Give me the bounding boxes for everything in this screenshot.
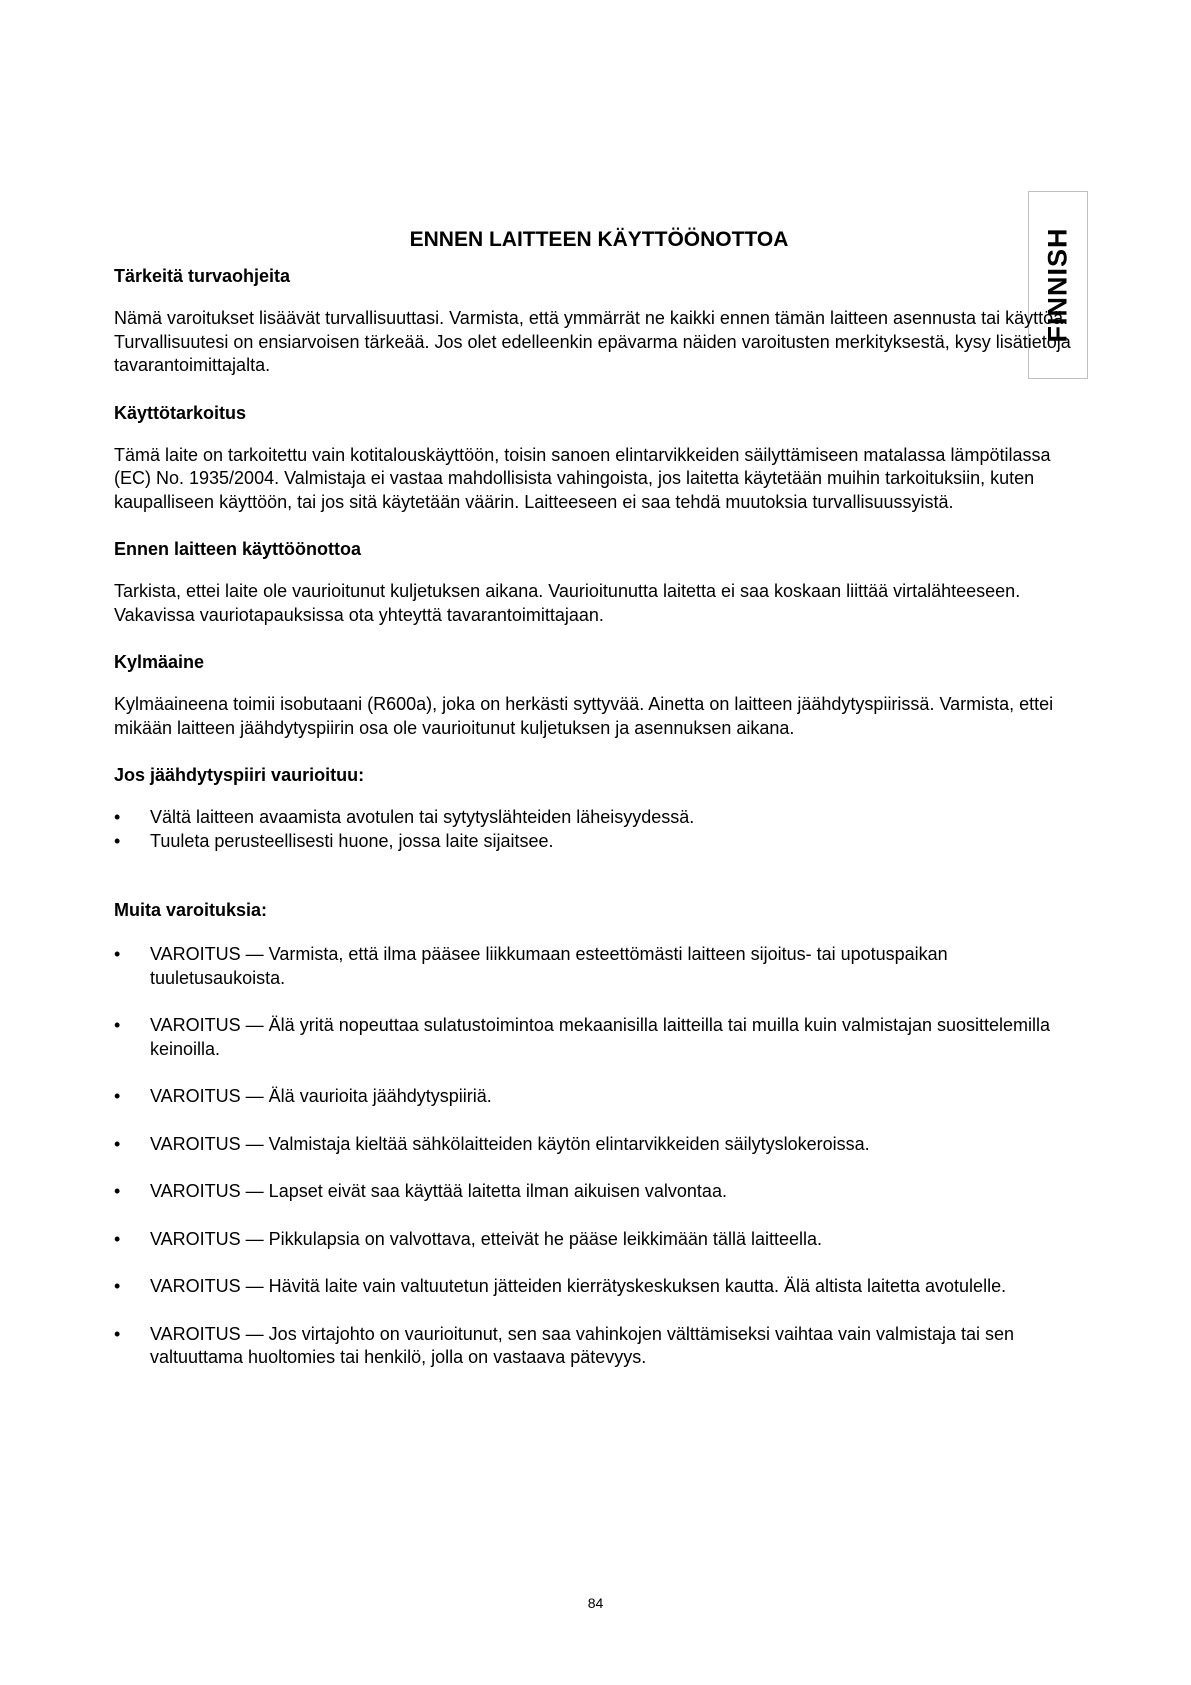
section-text-purpose: Tämä laite on tarkoitettu vain kotitalouskäyttöön, toisin sanoen elintarvikkeiden säilyttämiseen matalassa lämpötilassa (EC) No. 1935/2004. Valmistaja ei vastaa mahdollisista vahingoista, jos laitetta käytetään muihin tarkoituksiin, kuten kaupalliseen käyttöön, tai jos sitä käytetään väärin. Laitteeseen ei saa tehdä muutoksia turvallisuussyistä.	[114, 444, 1051, 512]
section-text-safety: Nämä varoitukset lisäävät turvallisuuttasi. Varmista, että ymmärrät ne kaikki ennen tämän laitteen asennusta tai käyttöä. Turvallisuutesi on ensiarvoisen tärkeää. Jos olet edelleenkin epävarma näiden varoitusten merkityksestä, kysy lisätietoja tavarantoimittajalta.	[114, 308, 1071, 375]
section-heading-warnings: Muita varoituksia:	[114, 900, 268, 920]
section-heading-purpose: Käyttötarkoitus	[114, 402, 247, 423]
bullet-icon: •	[114, 1276, 121, 1296]
bullet-icon: •	[114, 1015, 121, 1035]
list-item	[114, 1228, 1074, 1252]
page-number: 84	[587, 1595, 604, 1611]
list-item-text: VAROITUS — Lapset eivät saa käyttää laitetta ilman aikuisen valvontaa.	[150, 1181, 727, 1201]
list-item	[114, 943, 1074, 990]
list-item	[114, 806, 1074, 830]
list-item-text: VAROITUS — Varmista, että ilma pääsee liikkumaan esteettömästi laitteen sijoitus- tai upotuspaikan tuuletusaukoista.	[150, 944, 948, 988]
bullet-icon: •	[114, 807, 121, 827]
bullet-icon: •	[114, 1133, 121, 1154]
list-item	[114, 830, 1074, 854]
list-item	[114, 1323, 1074, 1370]
list-item-text: VAROITUS — Älä yritä nopeuttaa sulatustoimintoa mekaanisilla laitteilla tai muilla kuin valmistajan suosittelemilla keinoilla.	[150, 1015, 1051, 1059]
list-item-text: VAROITUS — Valmistaja kieltää sähkölaitteiden käytön elintarvikkeiden säilytyslokeroissa.	[150, 1133, 870, 1154]
list-item-text: VAROITUS — Jos virtajohto on vaurioitunut, sen saa vahinkojen välttämiseksi vaihtaa vain valmistaja tai sen valtuuttama huoltomies tai henkilö, jolla on vastaava pätevyys.	[150, 1323, 1015, 1367]
list-item	[114, 1133, 1074, 1157]
bullet-icon: •	[114, 1181, 121, 1201]
list-item-text: Vältä laitteen avaamista avotulen tai sytytyslähteiden läheisyydessä.	[150, 807, 695, 827]
list-item-text: VAROITUS — Älä vaurioita jäähdytyspiiriä.	[150, 1086, 492, 1106]
page-content	[114, 228, 1074, 1394]
section-heading-refrigerant: Kylmäaine	[114, 652, 205, 672]
list-item	[114, 1014, 1074, 1061]
list-item	[114, 1275, 1074, 1299]
list-item-text: VAROITUS — Hävitä laite vain valtuutetun jätteiden kierrätyskeskuksen kautta. Älä altista laitetta avotulelle.	[150, 1276, 1007, 1296]
bullet-icon: •	[114, 830, 121, 851]
section-heading-damage: Jos jäähdytyspiiri vaurioituu:	[114, 765, 365, 785]
section-heading-before-use: Ennen laitteen käyttöönottoa	[114, 539, 362, 559]
list-item	[114, 1180, 1074, 1204]
section-heading-safety: Tärkeitä turvaohjeita	[114, 266, 291, 286]
bullet-icon: •	[114, 1228, 121, 1249]
language-tab-label: FINNISH	[1042, 227, 1073, 343]
list-item-text: VAROITUS — Pikkulapsia on valvottava, etteivät he pääse leikkimään tällä laitteella.	[150, 1228, 822, 1249]
section-text-before-use: Tarkista, ettei laite ole vaurioitunut kuljetuksen aikana. Vaurioitunutta laitetta ei saa koskaan liittää virtalähteeseen. Vakavissa vauriotapauksissa ota yhteyttä tavarantoimittajaan.	[114, 581, 1021, 625]
list-item	[114, 1085, 1074, 1109]
bullet-icon: •	[114, 944, 121, 964]
page-title: ENNEN LAITTEEN KÄYTTÖÖNOTTOA	[409, 228, 789, 251]
bullet-icon: •	[114, 1323, 121, 1344]
list-item-text: Tuuleta perusteellisesti huone, jossa laite sijaitsee.	[150, 830, 554, 851]
bullet-icon: •	[114, 1086, 121, 1106]
warnings-list	[114, 943, 1074, 1370]
section-text-refrigerant: Kylmäaineena toimii isobutaani (R600a), joka on herkästi syttyvää. Ainetta on laitteen jäähdytyspiirissä. Varmista, ettei mikään laitteen jäähdytyspiirin osa ole vaurioitunut kuljetuksen ja asennuksen aikana.	[114, 694, 1054, 738]
damage-list	[114, 806, 1074, 853]
